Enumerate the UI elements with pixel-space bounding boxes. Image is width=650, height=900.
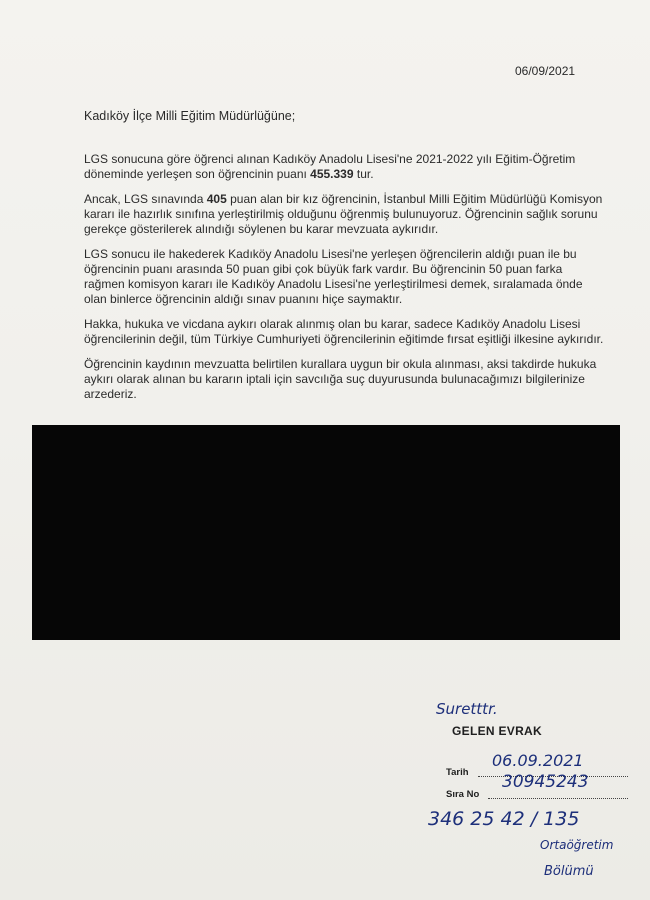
handwritten-dept-1: Ortaöğretim [540, 838, 614, 852]
paragraph-3: LGS sonucu ile hakederek Kadıköy Anadolu Lisesi'ne yerleşen öğrencilerin aldığı puan ile bu öğrencinin puanı arasında 50 puan gibi çok büyük fark vardır. Bu öğrencinin 50 puan farka rağmen komisyon kararı ile Kadıköy Anadolu Lisesi'ne yerleştirilmesi demek, sıralamada önde olan binlerce öğrencinin aldığı sınav puanını hiçe saymaktır. [84, 247, 583, 306]
paragraph-2-text: Ancak, LGS sınavında [84, 192, 207, 206]
paragraph-5: Öğrencinin kaydının mevzuatta belirtilen kurallara uygun bir okula alınması, aksi takdirde hukuka aykırı olarak alınan bu kararın iptali için savcılığa suç duyurusunda bulunacağımızı bilgilerinize arzederiz. [84, 357, 597, 401]
stamp-number-line [488, 798, 628, 799]
student-score: 405 [206, 192, 227, 206]
handwritten-dept-2: Bölümü [544, 864, 594, 879]
letter-recipient: Kadıköy İlçe Milli Eğitim Müdürlüğüne; [84, 109, 296, 123]
paragraph-1-text: LGS sonucuna göre öğrenci alınan Kadıköy Anadolu Lisesi'ne 2021-2022 yılı Eğitim-Öğretim döneminde yerleşen son öğrencinin puanı [84, 152, 576, 181]
stamp-number-label: Sıra No [446, 789, 480, 800]
letter-date: 06/09/2021 [515, 64, 576, 78]
paragraph-2 [84, 192, 604, 237]
paragraph-4: Hakka, hukuka ve vicdana aykırı olarak alınmış olan bu karar, sadece Kadıköy Anadolu Lisesi öğrencilerinin değil, tüm Türkiye Cumhuriyeti öğrencilerinin eğitimde fırsat eşitliği ilkesine aykırıdır. [84, 317, 604, 346]
redaction-block [32, 425, 620, 640]
handwritten-code: 346 25 42 / 135 [428, 808, 580, 830]
paragraph-2-end: puan alan bir kız öğrencinin, İstanbul Milli Eğitim Müdürlüğü Komisyon kararı ile hazırlık sınıfına yerleştirilmiş olduğunu öğrenmiş bulunuyoruz. Öğrencinin sağlık sorunu gerekçe gösterilerek alındığı söylenen bu karar mevzuata aykırıdır. [84, 192, 603, 236]
letter-body [84, 152, 604, 412]
paragraph-1 [84, 152, 604, 182]
paragraph-1-end: tur. [353, 167, 374, 181]
stamp-title: GELEN EVRAK [452, 724, 542, 738]
handwritten-note: Suretttr. [436, 700, 498, 718]
stamp-date-value: 06.09.2021 [492, 751, 584, 770]
last-student-score: 455.339 [310, 167, 354, 181]
stamp-date-label: Tarih [446, 767, 469, 778]
stamp-number-value: 30945243 [502, 772, 589, 792]
